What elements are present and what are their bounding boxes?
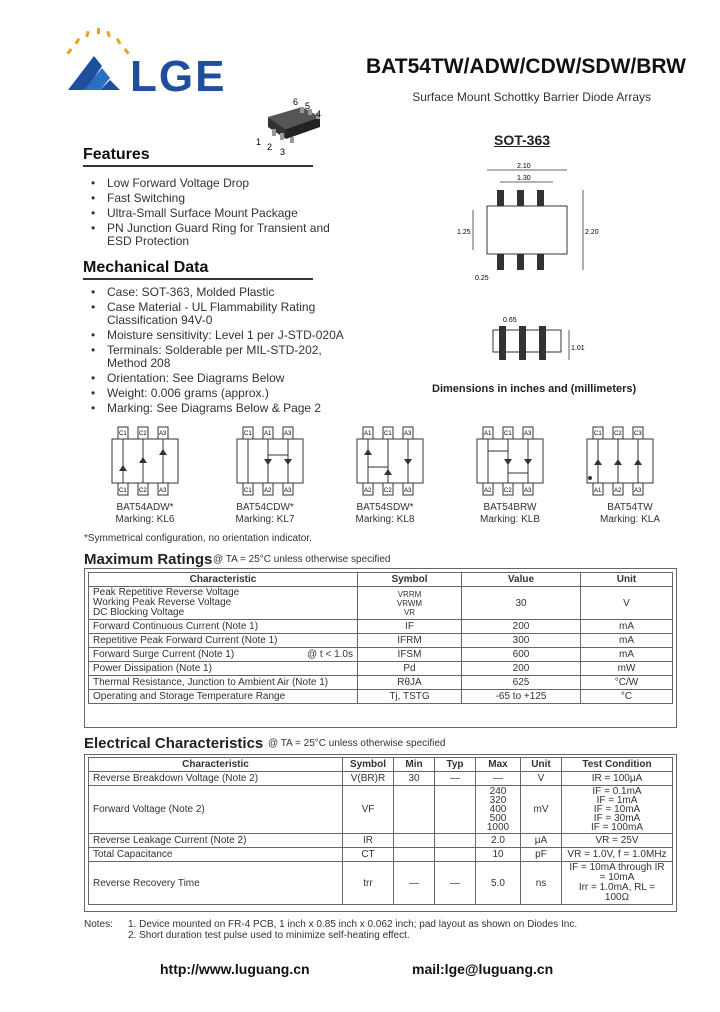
pin-code: A1 <box>594 488 602 494</box>
mechanical-item: • Orientation: See Diagrams Below <box>107 372 357 385</box>
pin-code: C2 <box>139 488 147 494</box>
diagram-name: BAT54TW <box>607 502 653 513</box>
pin-label: 2 <box>267 142 273 152</box>
cell-symbol: IR <box>343 834 394 848</box>
pin-code: C2 <box>614 431 622 437</box>
pin-label: 6 <box>293 97 299 107</box>
dim-label: 1.25 <box>457 229 471 236</box>
mechanical-item: • Case Material - UL Flammability Rating Classification 94V-0 <box>107 301 322 327</box>
cell-typ: — <box>435 772 476 786</box>
cell-typ <box>435 848 476 862</box>
diagram-bat54cdw <box>210 425 320 526</box>
diagram-row <box>80 425 680 545</box>
pin-label: 3 <box>280 147 286 157</box>
col-header: Unit <box>521 758 562 772</box>
diagram-name: BAT54CDW* <box>236 502 294 513</box>
package-label: SOT-363 <box>494 132 551 148</box>
cell-symbol: trr <box>343 862 394 905</box>
dim-label: 1.30 <box>517 175 531 182</box>
cell-unit: mV <box>521 786 562 834</box>
diagram-bat54tw <box>575 425 685 526</box>
pin-code: C1 <box>119 488 127 494</box>
cell-unit: mA <box>581 648 673 662</box>
pin-code: C3 <box>634 431 642 437</box>
cell-symbol: RθJA <box>358 676 462 690</box>
table-row <box>89 587 673 620</box>
cell-min <box>394 848 435 862</box>
cell-max: 240 320 400 500 1000 <box>476 786 521 834</box>
diagram-marking: Marking: KL7 <box>235 514 295 525</box>
max-ratings-table <box>88 572 673 704</box>
cell-characteristic: Repetitive Peak Forward Current (Note 1) <box>89 634 358 648</box>
pin-code: A3 <box>284 488 292 494</box>
cell-symbol: V(BR)R <box>343 772 394 786</box>
cell-symbol: CT <box>343 848 394 862</box>
diagram-name: BAT54ADW* <box>116 502 174 513</box>
dim-label: 2.10 <box>517 163 531 170</box>
pin-label: 5 <box>305 101 311 111</box>
cell-unit: mA <box>581 634 673 648</box>
cell-condition: @ t < 1.0s <box>306 649 353 660</box>
pin-code: A2 <box>364 488 372 494</box>
cell-characteristic <box>89 648 358 662</box>
elec-condition: @ TA = 25°C unless otherwise specified <box>268 738 446 749</box>
logo <box>60 28 140 98</box>
mechanical-item: • Marking: See Diagrams Below & Page 2 <box>107 402 357 415</box>
pin-label: 4 <box>316 109 322 119</box>
pin-code: A2 <box>614 488 622 494</box>
pin-code: C1 <box>119 431 127 437</box>
cell-max: 10 <box>476 848 521 862</box>
cell-unit: mA <box>581 620 673 634</box>
cell-characteristic-text: Forward Surge Current (Note 1) <box>93 649 235 660</box>
cell-characteristic: Operating and Storage Temperature Range <box>89 690 358 704</box>
cell-unit: V <box>521 772 562 786</box>
cell-unit: μA <box>521 834 562 848</box>
mechanical-item: • Weight: 0.006 grams (approx.) <box>107 387 357 400</box>
pin-code: C2 <box>384 488 392 494</box>
cell-value: 30 <box>462 587 581 620</box>
pin-code: A3 <box>159 431 167 437</box>
pin-code: A1 <box>484 431 492 437</box>
pin-code: A3 <box>404 488 412 494</box>
cell-characteristic: Reverse Breakdown Voltage (Note 2) <box>89 772 343 786</box>
pin-code: C1 <box>244 431 252 437</box>
col-header: Test Condition <box>562 758 673 772</box>
cell-min: 30 <box>394 772 435 786</box>
table-row <box>89 634 673 648</box>
cell-test-condition: IF = 0.1mA IF = 1mA IF = 10mA IF = 30mA IF = 100mA <box>562 786 673 834</box>
cell-characteristic: Forward Continuous Current (Note 1) <box>89 620 358 634</box>
col-header: Min <box>394 758 435 772</box>
cell-value: 200 <box>462 662 581 676</box>
cell-characteristic: Reverse Recovery Time <box>89 862 343 905</box>
dim-label: 2.20 <box>585 229 599 236</box>
mechanical-item: • Moisture sensitivity: Level 1 per J-STD-020A <box>107 329 357 342</box>
cell-value: 625 <box>462 676 581 690</box>
pin-code: C1 <box>384 431 392 437</box>
cell-typ <box>435 786 476 834</box>
cell-unit: pF <box>521 848 562 862</box>
cell-symbol: VF <box>343 786 394 834</box>
cell-typ: — <box>435 862 476 905</box>
feature-item: • Low Forward Voltage Drop <box>107 177 367 190</box>
diagram-bat54sdw <box>330 425 440 526</box>
table-row <box>89 620 673 634</box>
col-header: Value <box>462 573 581 587</box>
diagram-marking: Marking: KL8 <box>355 514 415 525</box>
footer-url[interactable]: http://www.luguang.cn <box>160 961 310 977</box>
table-row <box>89 834 673 848</box>
diagram-bat54brw <box>455 425 565 526</box>
table-row <box>89 676 673 690</box>
cell-test-condition: IR = 100μA <box>562 772 673 786</box>
cell-value: 600 <box>462 648 581 662</box>
max-ratings-heading: Maximum Ratings <box>84 551 213 568</box>
pin-code: C1 <box>504 431 512 437</box>
dim-label: 0.65 <box>503 317 517 324</box>
dimensions-caption: Dimensions in inches and (millimeters) <box>432 383 637 395</box>
pin-code: C1 <box>244 488 252 494</box>
cell-characteristic: Total Capacitance <box>89 848 343 862</box>
diagram-marking: Marking: KL6 <box>115 514 175 525</box>
cell-characteristic: Reverse Leakage Current (Note 2) <box>89 834 343 848</box>
feature-item: • PN Junction Guard Ring for Transient and ESD Protection <box>107 222 337 248</box>
cell-max: 2.0 <box>476 834 521 848</box>
diagram-note: *Symmetrical configuration, no orientation indicator. <box>84 533 312 544</box>
col-header: Max <box>476 758 521 772</box>
diagram-marking: Marking: KLB <box>479 514 541 525</box>
cell-value: 300 <box>462 634 581 648</box>
cell-test-condition: IF = 10mA through IR = 10mA Irr = 1.0mA, RL = 100Ω <box>562 862 673 905</box>
cell-characteristic: Thermal Resistance, Junction to Ambient Air (Note 1) <box>89 676 358 690</box>
pin-code: A3 <box>159 488 167 494</box>
cell-min: — <box>394 862 435 905</box>
cell-characteristic: Power Dissipation (Note 1) <box>89 662 358 676</box>
cell-symbol: Pd <box>358 662 462 676</box>
pin-code: A3 <box>524 431 532 437</box>
pin-code: C2 <box>504 488 512 494</box>
table-row <box>89 848 673 862</box>
page-subtitle: Surface Mount Schottky Barrier Diode Arrays <box>412 90 651 104</box>
logo-mark-icon <box>60 28 140 98</box>
table-row <box>89 862 673 905</box>
max-ratings-condition: @ TA = 25°C unless otherwise specified <box>213 554 391 565</box>
pin-code: A1 <box>364 431 372 437</box>
table-row <box>89 648 673 662</box>
pin-code: A3 <box>404 431 412 437</box>
cell-symbol: IF <box>358 620 462 634</box>
logo-text: LGE <box>130 52 227 101</box>
mechanical-item: • Case: SOT-363, Molded Plastic <box>107 286 357 299</box>
cell-max: — <box>476 772 521 786</box>
cell-min <box>394 786 435 834</box>
cell-symbol: IFSM <box>358 648 462 662</box>
col-header: Characteristic <box>89 758 343 772</box>
footer-mail[interactable]: mail:lge@luguang.cn <box>412 961 554 977</box>
note-item: 2. Short duration test pulse used to minimize self-heating effect. <box>128 930 410 941</box>
cell-value: -65 to +125 <box>462 690 581 704</box>
diagram-name: BAT54SDW* <box>356 502 414 513</box>
mechanical-item: • Terminals: Solderable per MIL-STD-202, Method 208 <box>107 344 322 370</box>
mechanical-heading: Mechanical Data <box>83 259 313 280</box>
feature-item: • Ultra-Small Surface Mount Package <box>107 207 367 220</box>
col-header: Unit <box>581 573 673 587</box>
elec-table <box>88 757 673 905</box>
pin-code: C1 <box>594 431 602 437</box>
notes-label: Notes: <box>84 919 113 930</box>
cell-test-condition: VR = 1.0V, f = 1.0MHz <box>562 848 673 862</box>
cell-characteristic: Peak Repetitive Reverse Voltage Working Peak Reverse Voltage DC Blocking Voltage <box>89 587 358 620</box>
mechanical-list <box>85 286 357 417</box>
table-row <box>89 690 673 704</box>
feature-item: • Fast Switching <box>107 192 367 205</box>
cell-unit: mW <box>581 662 673 676</box>
table-row <box>89 786 673 834</box>
col-header: Typ <box>435 758 476 772</box>
cell-characteristic: Forward Voltage (Note 2) <box>89 786 343 834</box>
page-title: BAT54TW/ADW/CDW/SDW/BRW <box>365 55 686 78</box>
notes <box>84 919 684 941</box>
cell-test-condition: VR = 25V <box>562 834 673 848</box>
cell-symbol: IFRM <box>358 634 462 648</box>
cell-unit: °C <box>581 690 673 704</box>
cell-unit: V <box>581 587 673 620</box>
note-item: 1. Device mounted on FR-4 PCB, 1 inch x 0.85 inch x 0.062 inch; pad layout as shown on Diodes Inc. <box>128 919 578 930</box>
features-list <box>85 177 367 250</box>
pin-code: A1 <box>264 431 272 437</box>
cell-symbol: Tj, TSTG <box>358 690 462 704</box>
pin-code: A3 <box>524 488 532 494</box>
col-header: Symbol <box>343 758 394 772</box>
pin-code: A3 <box>634 488 642 494</box>
col-header: Symbol <box>358 573 462 587</box>
pin-code: C2 <box>139 431 147 437</box>
pin-label: 1 <box>256 137 262 147</box>
dim-label: 0.25 <box>475 275 489 282</box>
cell-unit: °C/W <box>581 676 673 690</box>
cell-unit: ns <box>521 862 562 905</box>
dim-label: 1.01 <box>571 345 585 352</box>
diagram-name: BAT54BRW <box>483 502 537 513</box>
pin-code: A2 <box>264 488 272 494</box>
cell-min <box>394 834 435 848</box>
cell-value: 200 <box>462 620 581 634</box>
cell-max: 5.0 <box>476 862 521 905</box>
diagram-marking: Marking: KLA <box>599 514 661 525</box>
pin-code: A2 <box>484 488 492 494</box>
table-row <box>89 772 673 786</box>
cell-typ <box>435 834 476 848</box>
table-row <box>89 662 673 676</box>
col-header: Characteristic <box>89 573 358 587</box>
diagram-bat54adw <box>90 425 200 526</box>
cell-symbol: VRRM VRWM VR <box>358 587 462 620</box>
package-outline-drawing <box>455 158 605 368</box>
elec-heading: Electrical Characteristics <box>84 735 264 752</box>
features-heading: Features <box>83 146 313 167</box>
pin-code: A3 <box>284 431 292 437</box>
